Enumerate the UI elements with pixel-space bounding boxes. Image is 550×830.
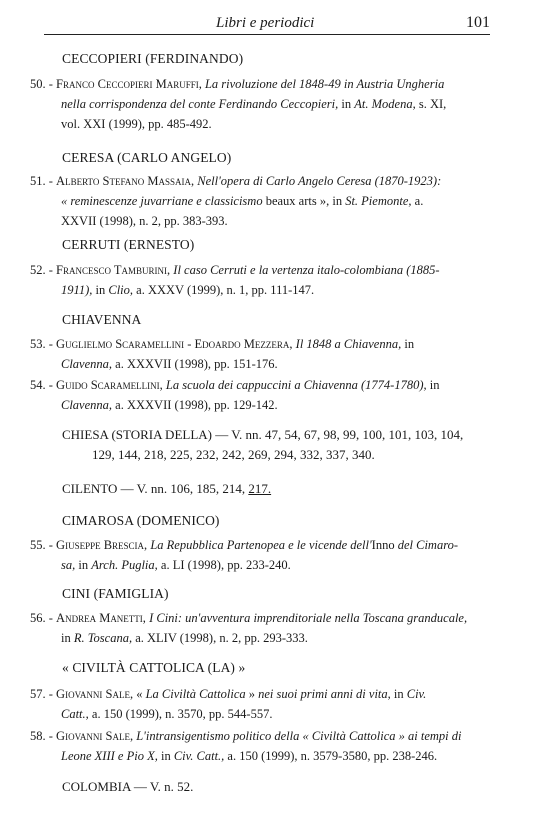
- entry-author: Giovanni Sale,: [56, 729, 134, 743]
- entry-details: a. XLIV (1998), n. 2, pp. 293-333.: [135, 631, 308, 645]
- entry-title: Il 1848 a Chiavenna,: [295, 337, 402, 351]
- entry-title: Il caso Cerruti e la vertenza italo-colombiana (1885-: [173, 263, 440, 277]
- bibliography-entry: [30, 74, 486, 134]
- entry-title-cont: del Cimaro-: [397, 538, 459, 552]
- entry-number: 53. -: [30, 337, 53, 351]
- cross-reference: COLOMBIA — V. n. 52.: [62, 779, 194, 794]
- entry-number: 54. -: [30, 378, 53, 392]
- xref-line: CHIESA (STORIA DELLA) — V. nn. 47, 54, 67, 98, 99, 100, 101, 103, 104,: [62, 427, 464, 442]
- entry-title-cont: « reminescenze juvarriane e classicismo: [61, 194, 263, 208]
- bibliography-entry: [30, 608, 486, 648]
- cross-reference: [62, 425, 463, 465]
- entry-journal: Clavenna,: [61, 398, 113, 412]
- section-heading: CINI (FAMIGLIA): [62, 586, 169, 601]
- entry-journal: R. Toscana,: [73, 631, 133, 645]
- entry-number: 57. -: [30, 687, 53, 701]
- entry-title: L'intransigentismo politico della: [136, 729, 300, 743]
- entry-text: «: [136, 687, 143, 701]
- entry-title: La rivoluzione del 1848-49 in Austria Ungheria: [204, 77, 445, 91]
- bibliography-entry: [30, 334, 486, 374]
- entry-number: 52. -: [30, 263, 53, 277]
- entry-in: in: [61, 631, 71, 645]
- header-title: Libri e periodici: [216, 15, 315, 31]
- entry-in: in: [429, 378, 440, 392]
- entry-details: a.: [414, 194, 424, 208]
- running-header: [44, 14, 490, 35]
- entry-title: I Cini: un'avventura imprenditoriale nella Toscana granducale,: [149, 611, 468, 625]
- entry-text: »: [248, 687, 255, 701]
- section-heading: CIMAROSA (DOMENICO): [62, 513, 220, 528]
- xref-underlined-number: 217.: [248, 481, 272, 496]
- xref-line: CILENTO — V. nn. 106, 185, 214,: [62, 481, 246, 496]
- entry-journal: Civ.: [406, 687, 427, 701]
- entry-number: 50. -: [30, 77, 53, 91]
- entry-journal: St. Piemonte,: [345, 194, 412, 208]
- entry-in: in: [404, 337, 415, 351]
- entry-title-cont: ai tempi di: [408, 729, 462, 743]
- cross-reference: [62, 479, 271, 499]
- entry-author: Guglielmo Scaramellini - Edoardo Mezzera,: [56, 337, 293, 351]
- entry-author: Giovanni Sale,: [56, 687, 134, 701]
- entry-in: in: [78, 558, 89, 572]
- entry-details: a. XXXVII (1998), pp. 151-176.: [115, 357, 278, 371]
- entry-number: 56. -: [30, 611, 53, 625]
- entry-journal: Civ. Catt.,: [173, 749, 225, 763]
- entry-details: a. XXXV (1999), n. 1, pp. 111-147.: [136, 283, 315, 297]
- bibliography-entry: [30, 684, 486, 724]
- entry-title: La scuola dei cappuccini a Chiavenna (1774-1780),: [165, 378, 427, 392]
- entry-author: Franco Ceccopieri Maruffi,: [56, 77, 202, 91]
- section-heading: CHIAVENNA: [62, 312, 142, 327]
- entry-title-cont: Leone XIII e Pio X,: [61, 749, 158, 763]
- entry-title: La Repubblica Partenopea e le vicende dell': [150, 538, 372, 552]
- entry-title-cont: 1911),: [61, 283, 93, 297]
- entry-number: 55. -: [30, 538, 53, 552]
- page-number: 101: [466, 14, 490, 31]
- entry-in: in: [341, 97, 352, 111]
- bibliography-entry: [30, 535, 486, 575]
- entry-details: s. XI,: [418, 97, 447, 111]
- entry-in: in: [160, 749, 171, 763]
- entry-details-cont: vol. XXI (1999), pp. 485-492.: [61, 117, 212, 131]
- bibliography-entry: [30, 726, 486, 766]
- entry-author: Alberto Stefano Massaia,: [56, 174, 195, 188]
- section-heading: CECCOPIERI (FERDINANDO): [62, 51, 244, 66]
- bibliography-entry: [30, 171, 486, 231]
- entry-in: in: [393, 687, 404, 701]
- entry-title-cont: sa,: [61, 558, 76, 572]
- section-heading: CERESA (CARLO ANGELO): [62, 150, 232, 165]
- entry-author: Guido Scaramellini,: [56, 378, 163, 392]
- entry-author: Andrea Manetti,: [56, 611, 146, 625]
- entry-journal: At. Modena,: [354, 97, 416, 111]
- bibliography-entry: [30, 375, 486, 415]
- section-heading: CERRUTI (ERNESTO): [62, 237, 195, 252]
- bibliography-entry: [30, 260, 486, 300]
- entry-in: in: [95, 283, 106, 297]
- entry-journal: Clio,: [108, 283, 134, 297]
- entry-details-cont: XXVII (1998), n. 2, pp. 383-393.: [61, 214, 228, 228]
- section-heading: « CIVILTÀ CATTOLICA (LA) »: [62, 660, 246, 675]
- entry-title: Nell'opera di Carlo Angelo Ceresa (1870-1923):: [197, 174, 442, 188]
- entry-text: Inno: [371, 538, 395, 552]
- entry-details: a. LI (1998), pp. 233-240.: [160, 558, 291, 572]
- entry-text: « Civiltà Cattolica »: [302, 729, 405, 743]
- entry-details: a. XXXVII (1998), pp. 129-142.: [115, 398, 278, 412]
- entry-journal: Clavenna,: [61, 357, 113, 371]
- entry-details: a. 150 (1999), n. 3579-3580, pp. 238-246.: [227, 749, 438, 763]
- entry-title: La Civiltà Cattolica: [145, 687, 246, 701]
- entry-author: Giuseppe Brescia,: [56, 538, 148, 552]
- xref-line-cont: 129, 144, 218, 225, 232, 242, 269, 294, 332, 337, 340.: [92, 447, 375, 462]
- entry-title-cont: nella corrispondenza del conte Ferdinando Ceccopieri,: [61, 97, 339, 111]
- entry-number: 51. -: [30, 174, 53, 188]
- entry-journal: Arch. Puglia,: [91, 558, 158, 572]
- entry-journal-cont: Catt.,: [61, 707, 89, 721]
- entry-number: 58. -: [30, 729, 53, 743]
- entry-author: Francesco Tamburini,: [56, 263, 171, 277]
- entry-text: beaux arts », in: [265, 194, 343, 208]
- entry-title-cont: nei suoi primi anni di vita,: [258, 687, 391, 701]
- entry-details: a. 150 (1999), n. 3570, pp. 544-557.: [91, 707, 273, 721]
